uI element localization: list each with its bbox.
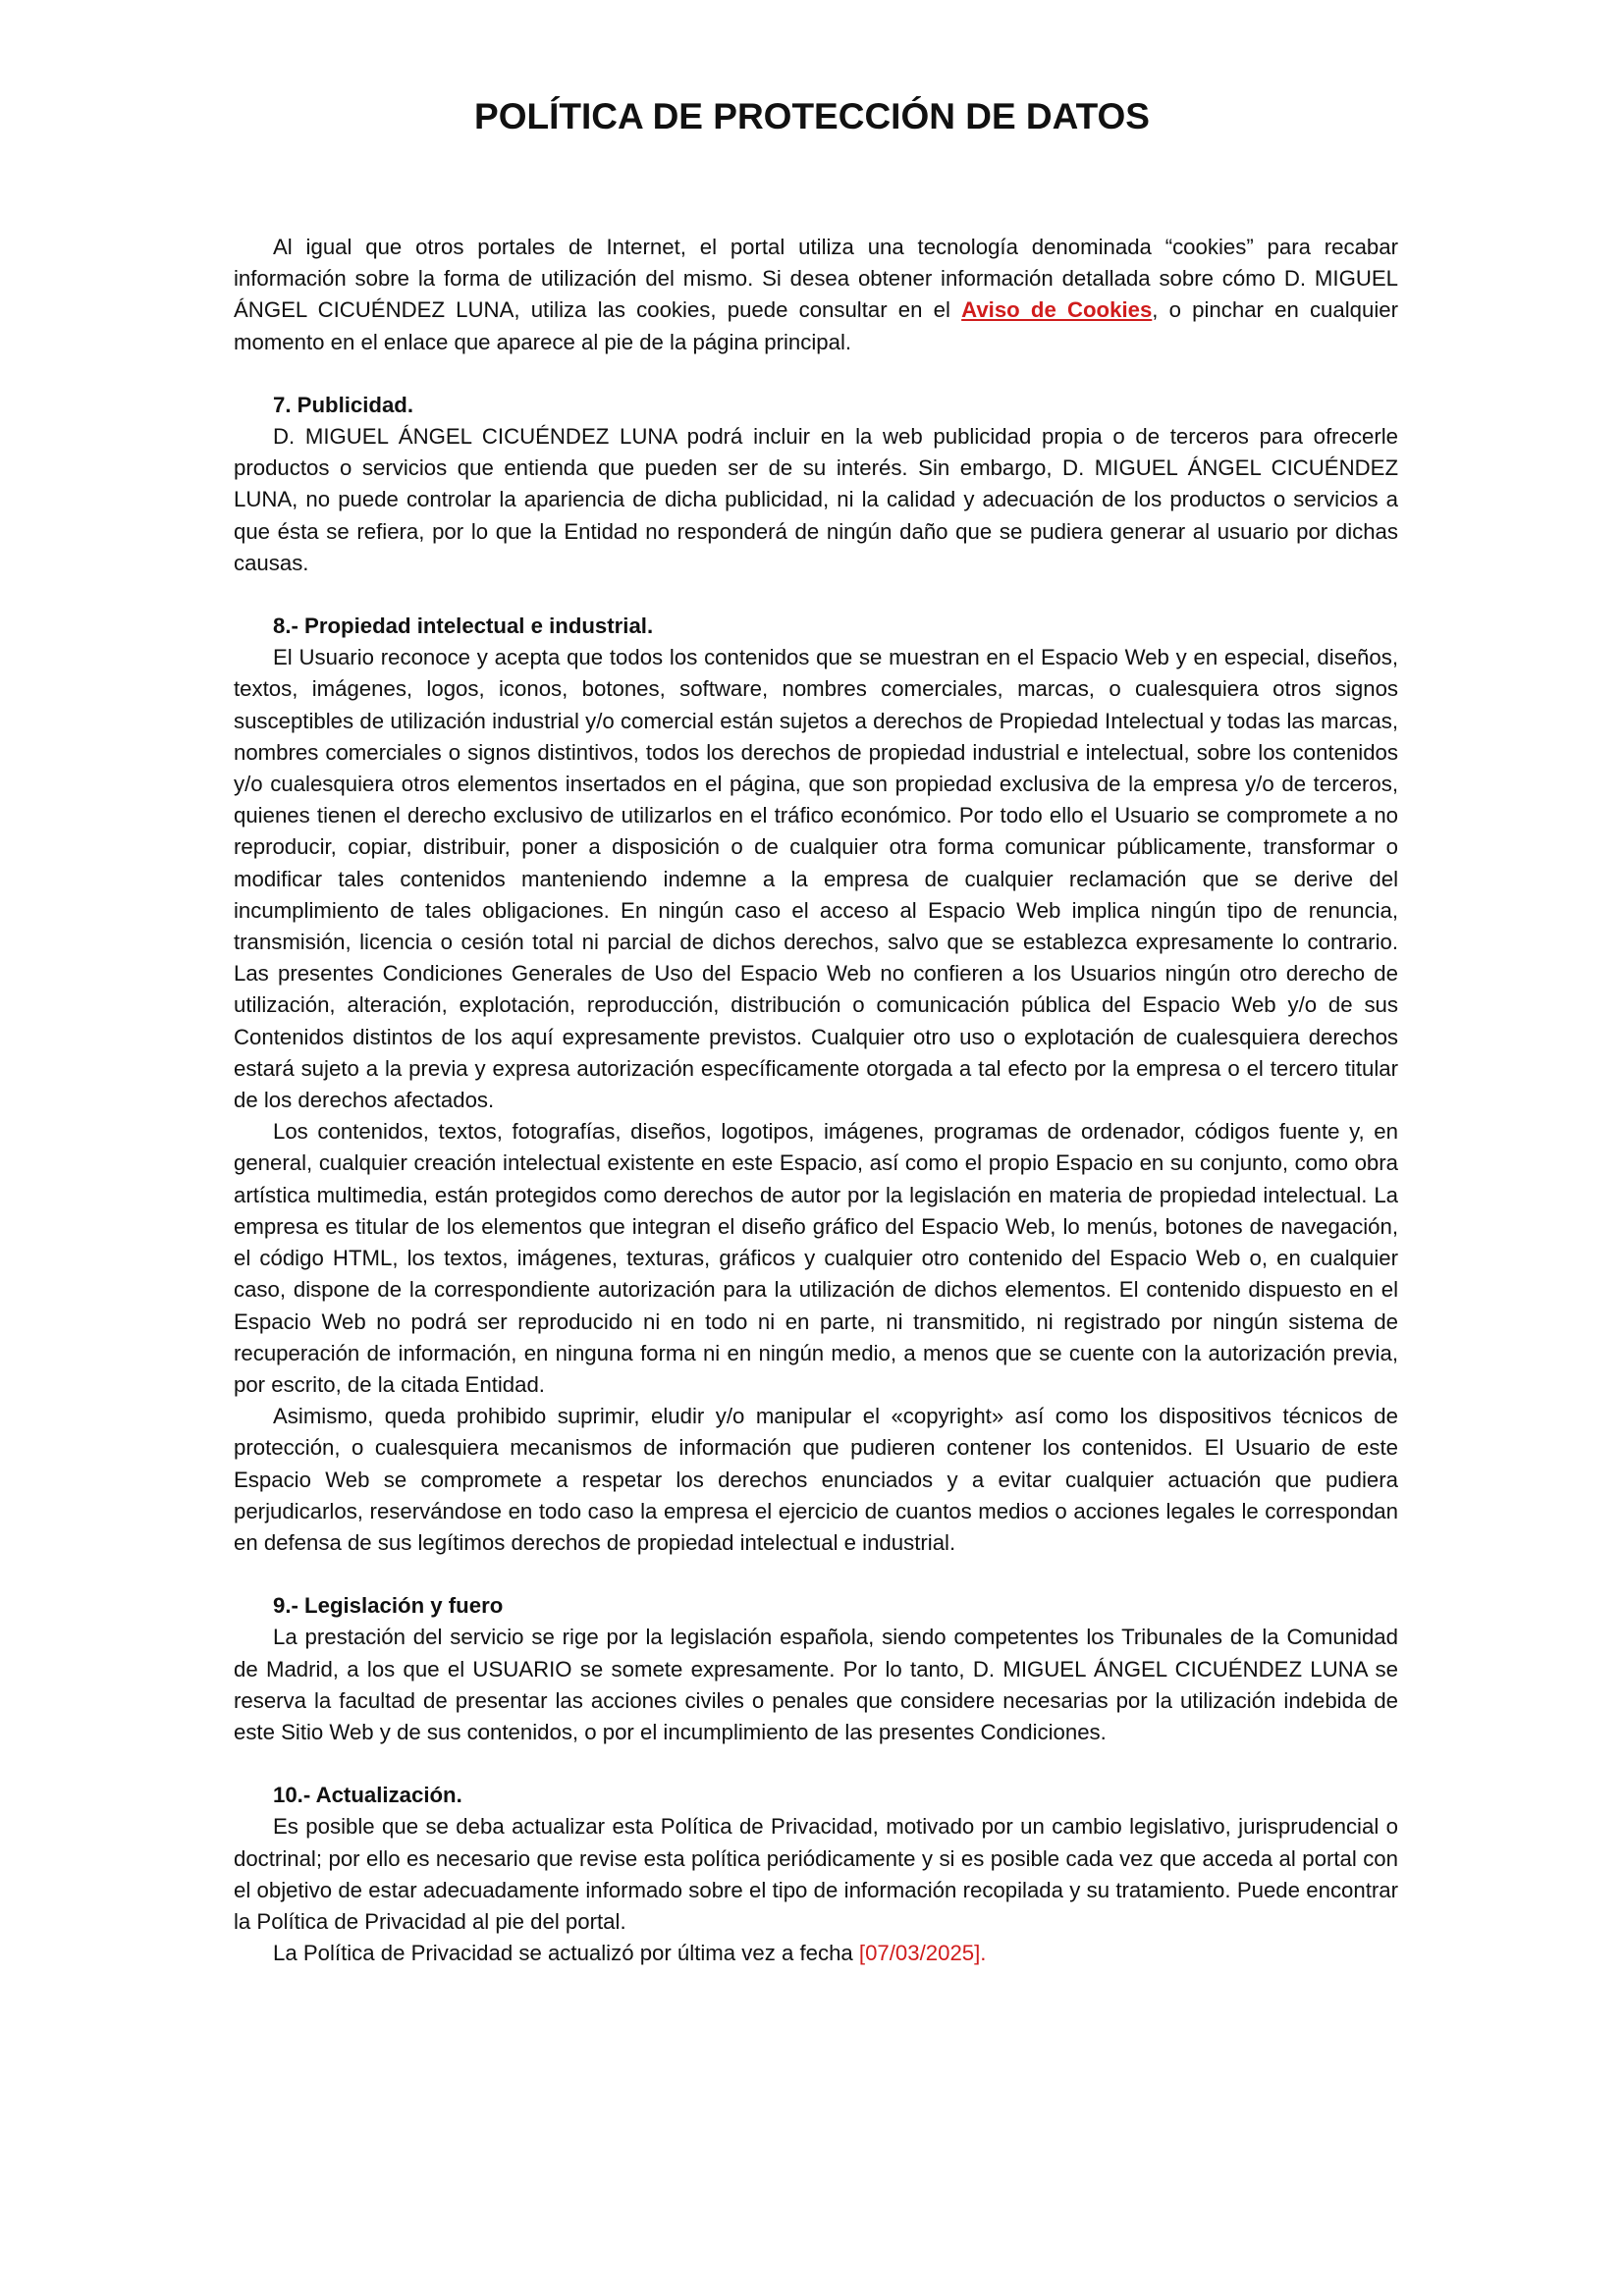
document-body [234, 232, 1398, 1969]
publicidad-paragraph: D. MIGUEL ÁNGEL CICUÉNDEZ LUNA podrá incluir en la web publicidad propia o de terceros para ofrecerle productos o servicios que entienda que pueden ser de su interés. Sin embargo, D. MIGUEL ÁNGEL CICUÉNDEZ LUNA, no puede controlar la apariencia de dicha publicidad, ni la calidad y adecuación de los productos o servicios a que ésta se refiera, por lo que la Entidad no responderá de ningún daño que se pudiera generar al usuario por dichas causas. [234, 424, 1398, 575]
intro-text-before: Al igual que otros portales de Internet, el portal utiliza una tecnología denominada “cookies” para recabar información sobre la forma de utilización del mismo. Si desea obtener información detallada sobre cómo D. MIGUEL ÁNGEL CICUÉNDEZ LUNA, utiliza las cookies, puede consultar en el [234, 235, 1398, 323]
cookies-notice-link[interactable]: Aviso de Cookies [961, 297, 1153, 323]
update-date: [07/03/2025]. [858, 1941, 987, 1966]
section-heading-propiedad: 8.- Propiedad intelectual e industrial. [273, 614, 654, 639]
intro-text-after: , o pinchar en cualquier momento en el enlace que aparece al pie de la página principal. [234, 297, 1399, 354]
propiedad-paragraph-1: El Usuario reconoce y acepta que todos los contenidos que se muestran en el Espacio Web y en especial, diseños, textos, imágenes, logos, iconos, botones, software, nombres comerciales, marcas, o cualesquiera otros signos susceptibles de utilización industrial y/o comercial están sujetos a derechos de Propiedad Intelectual y todas las marcas, nombres comerciales o signos distintivos, todos los derechos de propiedad industrial e intelectual, sobre los contenidos y/o cualesquiera otros elementos insertados en el página, que son propiedad exclusiva de la empresa y/o de terceros, quienes tienen el derecho exclusivo de utilizarlos en el tráfico económico. Por todo ello el Usuario se compromete a no reproducir, copiar, distribuir, poner a disposición o de cualquier otra forma comunicar públicamente, transformar o modificar tales contenidos manteniendo indemne a la empresa de cualquier reclamación que se derive del incumplimiento de tales obligaciones. En ningún caso el acceso al Espacio Web implica ningún tipo de renuncia, transmisión, licencia o cesión total ni parcial de dichos derechos, salvo que se establezca expresamente lo contrario. Las presentes Condiciones Generales de Uso del Espacio Web no confieren a los Usuarios ningún otro derecho de utilización, alteración, explotación, reproducción, distribución o comunicación pública del Espacio Web y/o de sus Contenidos distintos de los aquí expresamente previstos. Cualquier otro uso o explotación de cualesquiera derechos estará sujeto a la previa y expresa autorización específicamente otorgada a tal efecto por la empresa o el tercero titular de los derechos afectados. [234, 645, 1398, 1113]
page-title: POLÍTICA DE PROTECCIÓN DE DATOS [474, 96, 1150, 136]
spacer [234, 1559, 1398, 1590]
propiedad-paragraph-3: Asimismo, queda prohibido suprimir, eludir y/o manipular el «copyright» así como los dispositivos técnicos de protección, o cualesquiera mecanismos de información que pudieren contener los contenidos. El Usuario de este Espacio Web se compromete a respetar los derechos enunciados y a evitar cualquier actuación que pudiera perjudicarlos, reservándose en todo caso la empresa el ejercicio de cuantos medios o acciones legales le correspondan en defensa de sus legítimos derechos de propiedad intelectual e industrial. [234, 1404, 1398, 1555]
propiedad-paragraph-2: Los contenidos, textos, fotografías, diseños, logotipos, imágenes, programas de ordenador, códigos fuente y, en general, cualquier creación intelectual existente en este Espacio, así como el propio Espacio en su conjunto, como obra artística multimedia, están protegidos como derechos de autor por la legislación en materia de propiedad intelectual. La empresa es titular de los elementos que integran el diseño gráfico del Espacio Web, lo menús, botones de navegación, el código HTML, los textos, imágenes, texturas, gráficos y cualquier otro contenido del Espacio Web o, en cualquier caso, dispone de la correspondiente autorización para la utilización de dichos elementos. El contenido dispuesto en el Espacio Web no podrá ser reproducido ni en todo ni en parte, ni transmitido, ni registrado por ningún sistema de recuperación de información, en ninguna forma ni en ningún medio, a menos que se cuente con la autorización previa, por escrito, de la citada Entidad. [234, 1119, 1398, 1397]
spacer [234, 1748, 1398, 1780]
section-heading-actualizacion: 10.- Actualización. [273, 1783, 462, 1808]
section-heading-legislacion: 9.- Legislación y fuero [273, 1593, 504, 1619]
section-heading-publicidad: 7. Publicidad. [273, 392, 414, 417]
legislacion-paragraph: La prestación del servicio se rige por la legislación española, siendo competentes los Tribunales de la Comunidad de Madrid, a los que el USUARIO se somete expresamente. Por lo tanto, D. MIGUEL ÁNGEL CICUÉNDEZ LUNA se reserva la facultad de presentar las acciones civiles o penales que considere necesarias por la utilización indebida de este Sitio Web y de sus contenidos, o por el incumplimiento de las presentes Condiciones. [234, 1625, 1398, 1744]
spacer [234, 358, 1398, 390]
update-text: La Política de Privacidad se actualizó por última vez a fecha [273, 1941, 859, 1966]
actualizacion-paragraph-1: Es posible que se deba actualizar esta Política de Privacidad, motivado por un cambio legislativo, jurisprudencial o doctrinal; por ello es necesario que revise esta política periódicamente y si es posible cada vez que acceda al portal con el objetivo de estar adecuadamente informado sobre el tipo de información recopilada y su tratamiento. Puede encontrar la Política de Privacidad al pie del portal. [234, 1814, 1398, 1934]
actualizacion-paragraph-2 [234, 1938, 1398, 1969]
spacer [234, 579, 1398, 611]
intro-paragraph [234, 232, 1398, 358]
